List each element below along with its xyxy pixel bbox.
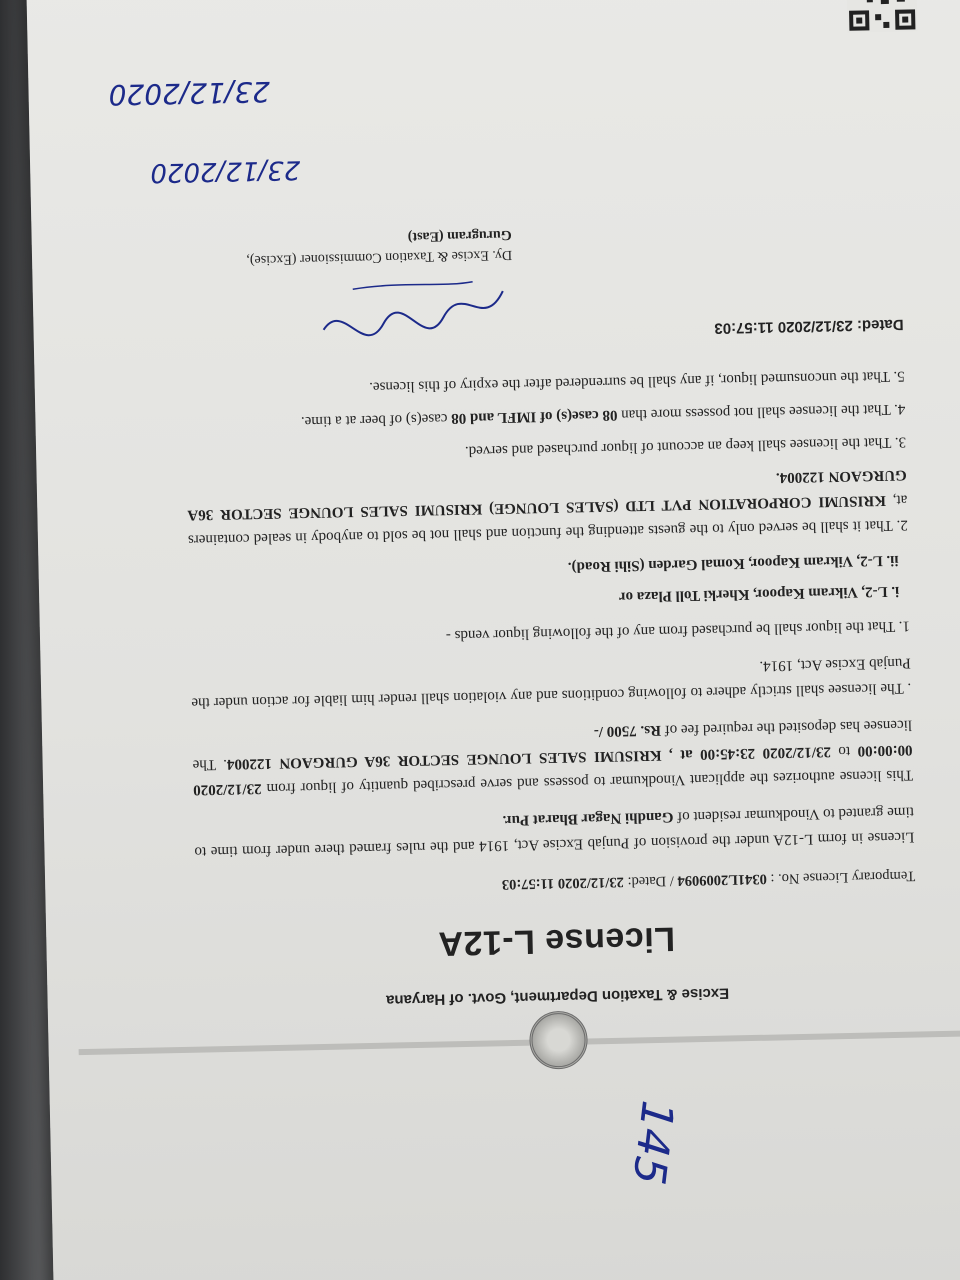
handwritten-count: 145 <box>622 1097 683 1188</box>
department-heading: Excise & Taxation Department, Govt. of Haryana <box>385 984 730 1009</box>
fee-text: . The licensee has deposited the required fee of <box>192 716 913 773</box>
condition-4-text-a: 4. That the licensee shall not possess more than <box>617 400 906 423</box>
temporary-license-line <box>195 867 915 899</box>
adherence-paragraph: . The licensee shall strictly adhere to following conditions and any violation shall render him liable for action under the Punjab Excise Act, 1914. <box>191 654 912 711</box>
vend-2: ii. L-2, Vikram Kapoor, Komal Garden (Sihi Road). <box>567 551 899 575</box>
condition-2-text: 2. That it shall be served only to the guests attending the function and shall not be sold to anybody in sealed containers at, <box>187 491 908 548</box>
condition-4 <box>185 396 905 436</box>
grant-text: License in form L-12A under the provision of Punjab Excise Act, 1914 and the rules framed there under from time to time granted to Vinodkumar resident of <box>194 803 915 860</box>
resident-address: Gandhi Nagar Bharat Pur. <box>502 808 674 829</box>
handwritten-signature-icon <box>312 271 513 345</box>
vend-1: i. L-2, Vikram Kapoor, Kherki Toll Plaza or <box>618 582 900 605</box>
condition-2-venue: KRISUMI CORPORATION PVT LTD (SALES LOUNGE) KRISUMI SALES LOUNGE SECTOR 36A GURGAON 122004. <box>187 466 907 523</box>
period-to: to <box>830 742 858 760</box>
authorization-text: This license authorizes the applicant Vinodkumar to possess and serve prescribed quantity of liquor from <box>261 766 914 797</box>
qr-code-icon <box>846 0 917 33</box>
at-label: at , <box>661 746 701 763</box>
condition-4-text-b: case(s) of IMFL and <box>466 407 603 426</box>
period-end: 23/12/2020 23:45:00 <box>699 743 832 763</box>
beer-cases: 08 <box>451 409 467 427</box>
handwritten-date-top: 23/12/2020 <box>108 74 271 112</box>
condition-5: 5. That the unconsumed liquor, if any shall be surrendered after the expiry of this license. <box>368 367 905 395</box>
signatory <box>181 224 513 348</box>
license-no-label: Temporary License No. : <box>766 867 916 887</box>
condition-1: 1. That the liquor shall be purchased from any of the following liquor vends - <box>445 617 911 644</box>
authorization-paragraph <box>192 712 913 802</box>
handwritten-date-note: 23/12/2020 <box>150 154 301 188</box>
signatory-office: Gurugram (East) <box>407 226 512 245</box>
haryana-emblem-icon <box>529 1010 588 1069</box>
signature-dated: Dated: 23/12/2020 11:57:03 <box>714 315 904 337</box>
upside-down-content <box>26 0 960 1250</box>
signatory-designation: Dy. Excise & Taxation Commissioner (Excise), <box>246 246 513 268</box>
license-number: 0341L2009094 <box>677 870 767 889</box>
condition-4-text-c: case(s) of beer at a time. <box>300 410 452 430</box>
venue: KRISUMI SALES LOUNGE SECTOR 36A GURGAON 122004 <box>226 746 662 772</box>
license-dated: 23/12/2020 11:57:03 <box>501 873 625 893</box>
dated-label: / Dated: <box>623 872 678 890</box>
period-start: 23/12/2020 00:00:00 <box>193 741 913 798</box>
condition-2 <box>187 462 908 552</box>
fee-amount: Rs. 7500 /- <box>593 721 662 740</box>
license-title: License L-12A <box>437 919 676 963</box>
license-document <box>181 216 919 1077</box>
condition-3: 3. That the licensee shall keep an account of liquor purchased and served. <box>464 433 907 459</box>
license-grant-paragraph <box>194 799 915 864</box>
license-sheet <box>26 0 960 1280</box>
signature-block <box>181 216 903 348</box>
imfl-cases: 08 <box>602 406 618 424</box>
